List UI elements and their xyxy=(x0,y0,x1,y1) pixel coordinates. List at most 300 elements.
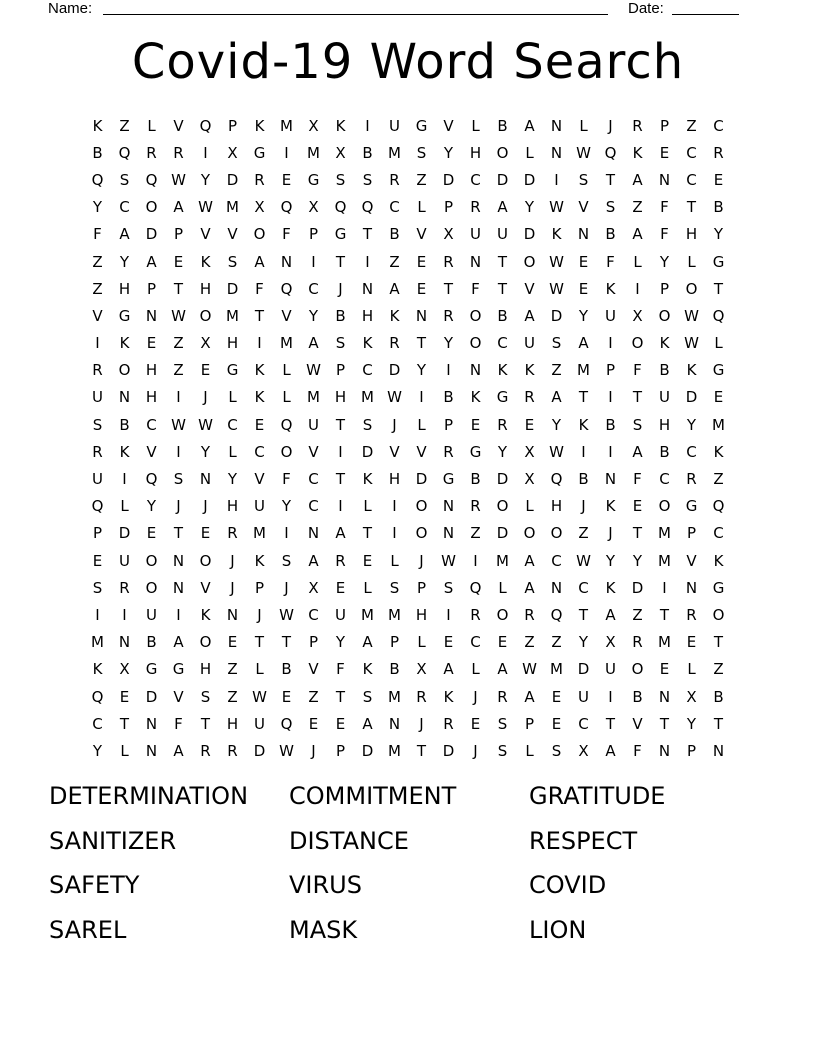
grid-letter: W xyxy=(252,687,267,706)
grid-letter: W xyxy=(198,198,213,217)
grid-letter: K xyxy=(362,334,373,353)
grid-letter: I xyxy=(95,605,100,624)
word-list-item: RESPECT xyxy=(529,826,638,855)
grid-letter: E xyxy=(254,415,265,434)
grid-letter: T xyxy=(335,687,346,706)
grid-letter: H xyxy=(199,660,212,679)
grid-letter: U xyxy=(308,415,319,434)
grid-letter: A xyxy=(632,225,643,244)
grid-letter: F xyxy=(606,252,615,271)
grid-letter: K xyxy=(92,116,103,135)
grid-letter: R xyxy=(470,497,481,516)
grid-letter: E xyxy=(551,687,562,706)
grid-letter: T xyxy=(659,714,670,733)
grid-letter: Q xyxy=(334,198,347,217)
grid-letter: Q xyxy=(550,470,563,489)
grid-letter: P xyxy=(227,116,238,135)
grid-letter: K xyxy=(632,143,643,162)
grid-letter: Z xyxy=(308,687,319,706)
grid-letter: R xyxy=(146,143,157,162)
grid-letter: K xyxy=(254,361,265,380)
grid-letter: N xyxy=(118,388,131,407)
grid-letter: C xyxy=(686,143,697,162)
grid-letter: M xyxy=(388,687,401,706)
grid-letter: Z xyxy=(227,687,238,706)
grid-letter: T xyxy=(173,524,184,543)
grid-letter: I xyxy=(662,578,667,597)
grid-letter: R xyxy=(92,361,103,380)
grid-letter: C xyxy=(659,470,670,489)
grid-letter: I xyxy=(176,605,181,624)
word-list-item: DISTANCE xyxy=(289,826,409,855)
word-list-item: SAFETY xyxy=(49,871,140,899)
grid-letter: S xyxy=(335,170,346,189)
grid-letter: C xyxy=(254,442,265,461)
grid-letter: T xyxy=(713,279,724,298)
grid-letter: K xyxy=(443,687,454,706)
grid-letter: F xyxy=(660,198,669,217)
grid-letter: T xyxy=(416,741,427,760)
grid-letter: K xyxy=(470,388,481,407)
grid-letter: S xyxy=(92,415,103,434)
grid-letter: U xyxy=(389,116,400,135)
grid-letter: N xyxy=(280,252,293,271)
grid-letter: B xyxy=(659,442,670,461)
grid-letter: P xyxy=(443,415,454,434)
grid-letter: K xyxy=(362,660,373,679)
grid-letter: U xyxy=(335,605,346,624)
grid-letter: V xyxy=(146,442,157,461)
grid-letter: N xyxy=(658,741,671,760)
grid-letter: Z xyxy=(524,633,535,652)
grid-letter: E xyxy=(524,415,535,434)
grid-letter: E xyxy=(335,714,346,733)
grid-letter: B xyxy=(335,306,346,325)
grid-letter: K xyxy=(713,442,724,461)
grid-letter: V xyxy=(227,225,238,244)
grid-letter: U xyxy=(146,605,157,624)
grid-letter: A xyxy=(146,252,157,271)
grid-letter: I xyxy=(419,388,424,407)
grid-letter: E xyxy=(659,143,670,162)
grid-letter: T xyxy=(119,714,130,733)
grid-letter: G xyxy=(253,143,266,162)
grid-letter: E xyxy=(551,714,562,733)
grid-letter: V xyxy=(173,116,184,135)
grid-letter: V xyxy=(200,578,211,597)
grid-letter: T xyxy=(443,279,454,298)
grid-letter: K xyxy=(605,279,616,298)
grid-letter: F xyxy=(255,279,264,298)
grid-letter: G xyxy=(118,306,131,325)
grid-letter: H xyxy=(361,306,374,325)
grid-letter: S xyxy=(605,198,616,217)
grid-letter: V xyxy=(308,660,319,679)
grid-letter: H xyxy=(334,388,347,407)
grid-letter: M xyxy=(577,361,590,380)
grid-letter: N xyxy=(469,361,482,380)
grid-letter: T xyxy=(173,279,184,298)
grid-letter: I xyxy=(392,497,397,516)
grid-letter: L xyxy=(282,361,291,380)
grid-letter: K xyxy=(659,334,670,353)
grid-letter: B xyxy=(497,306,508,325)
grid-letter: R xyxy=(443,252,454,271)
grid-letter: D xyxy=(523,170,536,189)
grid-letter: O xyxy=(415,497,428,516)
grid-letter: L xyxy=(471,660,480,679)
grid-letter: E xyxy=(416,279,427,298)
grid-letter: Y xyxy=(146,497,157,516)
grid-letter: R xyxy=(497,687,508,706)
grid-letter: F xyxy=(282,470,291,489)
grid-letter: G xyxy=(334,225,347,244)
grid-letter: Z xyxy=(632,198,643,217)
grid-letter: R xyxy=(470,198,481,217)
grid-letter: M xyxy=(496,551,509,570)
grid-letter: I xyxy=(608,442,613,461)
grid-letter: W xyxy=(549,252,564,271)
grid-letter: G xyxy=(442,470,455,489)
grid-letter: W xyxy=(684,334,699,353)
word-list-item: MASK xyxy=(289,915,358,944)
grid-letter: P xyxy=(605,361,616,380)
grid-letter: G xyxy=(685,497,698,516)
grid-letter: O xyxy=(496,143,509,162)
word-list-item: VIRUS xyxy=(289,871,362,899)
grid-letter: L xyxy=(147,116,156,135)
grid-letter: P xyxy=(335,361,346,380)
grid-letter: V xyxy=(686,551,697,570)
grid-letter: I xyxy=(608,687,613,706)
grid-letter: T xyxy=(362,225,373,244)
grid-letter: R xyxy=(632,116,643,135)
grid-letter: L xyxy=(255,660,264,679)
grid-letter: T xyxy=(632,388,643,407)
grid-letter: S xyxy=(119,170,130,189)
word-list-item: COVID xyxy=(529,871,607,899)
grid-letter: M xyxy=(712,415,725,434)
grid-letter: R xyxy=(713,143,724,162)
grid-letter: W xyxy=(522,660,537,679)
grid-letter: X xyxy=(524,442,535,461)
grid-letter: C xyxy=(497,334,508,353)
grid-letter: C xyxy=(362,361,373,380)
grid-letter: D xyxy=(496,170,509,189)
grid-letter: A xyxy=(524,551,535,570)
grid-letter: A xyxy=(497,660,508,679)
grid-letter: L xyxy=(120,741,129,760)
grid-letter: R xyxy=(119,578,130,597)
grid-letter: A xyxy=(524,687,535,706)
grid-letter: T xyxy=(335,470,346,489)
grid-letter: L xyxy=(579,116,588,135)
grid-letter: A xyxy=(443,660,454,679)
grid-letter: Z xyxy=(92,279,103,298)
grid-letter: P xyxy=(443,198,454,217)
grid-letter: A xyxy=(605,605,616,624)
page-title: Covid-19 Word Search xyxy=(131,34,685,90)
grid-letter: O xyxy=(712,605,725,624)
grid-letter: R xyxy=(200,741,211,760)
grid-letter: K xyxy=(254,388,265,407)
grid-letter: I xyxy=(122,470,127,489)
grid-letter: K xyxy=(686,361,697,380)
grid-letter: Q xyxy=(145,170,158,189)
grid-letter: B xyxy=(92,143,103,162)
grid-letter: I xyxy=(203,143,208,162)
grid-letter: Z xyxy=(173,334,184,353)
grid-letter: X xyxy=(605,633,616,652)
grid-letter: Q xyxy=(91,687,104,706)
grid-letter: M xyxy=(253,524,266,543)
grid-letter: C xyxy=(227,415,238,434)
grid-letter: I xyxy=(284,143,289,162)
grid-letter: X xyxy=(308,198,319,217)
grid-letter: L xyxy=(687,660,696,679)
grid-letter: D xyxy=(145,225,158,244)
grid-letter: K xyxy=(578,415,589,434)
grid-letter: N xyxy=(172,551,185,570)
grid-letter: B xyxy=(389,660,400,679)
grid-letter: F xyxy=(174,714,183,733)
grid-letter: N xyxy=(307,524,320,543)
grid-letter: L xyxy=(471,116,480,135)
grid-letter: S xyxy=(416,143,427,162)
grid-letter: O xyxy=(631,334,644,353)
grid-letter: U xyxy=(497,225,508,244)
grid-letter: Z xyxy=(227,660,238,679)
grid-letter: Z xyxy=(632,605,643,624)
grid-letter: R xyxy=(686,470,697,489)
grid-letter: Y xyxy=(497,442,508,461)
grid-letter: K xyxy=(605,497,616,516)
grid-letter: E xyxy=(470,714,481,733)
grid-letter: J xyxy=(608,524,613,543)
grid-letter: Q xyxy=(604,143,617,162)
grid-letter: G xyxy=(712,361,725,380)
grid-letter: A xyxy=(308,551,319,570)
grid-letter: S xyxy=(281,551,292,570)
grid-letter: Y xyxy=(335,633,346,652)
grid-letter: T xyxy=(335,415,346,434)
grid-letter: B xyxy=(119,415,130,434)
grid-letter: X xyxy=(416,660,427,679)
grid-letter: B xyxy=(713,687,724,706)
grid-letter: C xyxy=(308,470,319,489)
grid-letter: A xyxy=(497,198,508,217)
word-list-item: SANITIZER xyxy=(49,826,177,855)
grid-letter: E xyxy=(200,361,211,380)
grid-letter: S xyxy=(551,741,562,760)
grid-letter: X xyxy=(200,334,211,353)
grid-letter: J xyxy=(284,578,289,597)
grid-letter: J xyxy=(419,714,424,733)
grid-letter: J xyxy=(230,578,235,597)
grid-letter: P xyxy=(686,524,697,543)
grid-letter: E xyxy=(308,714,319,733)
grid-letter: Q xyxy=(145,470,158,489)
grid-letter: B xyxy=(281,660,292,679)
grid-letter: V xyxy=(92,306,103,325)
grid-letter: Q xyxy=(712,306,725,325)
grid-letter: H xyxy=(550,497,563,516)
grid-letter: J xyxy=(473,687,478,706)
grid-letter: O xyxy=(685,279,698,298)
grid-letter: A xyxy=(173,741,184,760)
grid-letter: T xyxy=(200,714,211,733)
grid-letter: T xyxy=(659,605,670,624)
grid-letter: Y xyxy=(551,415,562,434)
grid-letter: I xyxy=(446,605,451,624)
grid-letter: T xyxy=(713,714,724,733)
grid-letter: D xyxy=(631,578,644,597)
grid-letter: P xyxy=(308,633,319,652)
grid-letter: E xyxy=(173,252,184,271)
grid-letter: H xyxy=(199,279,212,298)
grid-letter: N xyxy=(550,116,563,135)
grid-letter: O xyxy=(145,578,158,597)
grid-letter: K xyxy=(524,361,535,380)
grid-letter: T xyxy=(254,306,265,325)
grid-letter: I xyxy=(365,252,370,271)
grid-letter: G xyxy=(307,170,320,189)
grid-letter: O xyxy=(658,306,671,325)
grid-letter: I xyxy=(122,605,127,624)
grid-letter: D xyxy=(361,442,374,461)
grid-letter: I xyxy=(257,334,262,353)
grid-letter: O xyxy=(496,497,509,516)
grid-letter: V xyxy=(632,714,643,733)
grid-letter: X xyxy=(335,143,346,162)
grid-letter: N xyxy=(550,578,563,597)
grid-letter: H xyxy=(145,361,158,380)
grid-letter: B xyxy=(578,470,589,489)
grid-letter: D xyxy=(118,524,131,543)
grid-letter: D xyxy=(442,170,455,189)
grid-letter: I xyxy=(338,442,343,461)
grid-letter: U xyxy=(254,497,265,516)
grid-letter: T xyxy=(281,633,292,652)
grid-letter: J xyxy=(338,279,343,298)
grid-letter: F xyxy=(282,225,291,244)
grid-letter: L xyxy=(417,633,426,652)
grid-letter: Y xyxy=(443,143,454,162)
grid-letter: I xyxy=(284,524,289,543)
word-list-item: GRATITUDE xyxy=(529,782,666,810)
grid-letter: M xyxy=(658,524,671,543)
grid-letter: I xyxy=(311,252,316,271)
grid-letter: E xyxy=(146,524,157,543)
grid-letter: L xyxy=(687,252,696,271)
grid-letter: B xyxy=(605,225,616,244)
grid-letter: K xyxy=(254,116,265,135)
grid-letter: U xyxy=(254,714,265,733)
grid-letter: D xyxy=(496,470,509,489)
grid-letter: Y xyxy=(524,198,535,217)
grid-letter: N xyxy=(685,578,698,597)
grid-letter: B xyxy=(470,470,481,489)
grid-letter: K xyxy=(335,116,346,135)
grid-letter: H xyxy=(469,143,482,162)
grid-letter: O xyxy=(280,442,293,461)
grid-letter: L xyxy=(363,497,372,516)
grid-letter: L xyxy=(363,578,372,597)
grid-letter: I xyxy=(365,116,370,135)
grid-letter: D xyxy=(361,741,374,760)
grid-letter: B xyxy=(713,198,724,217)
grid-letter: N xyxy=(604,470,617,489)
grid-letter: J xyxy=(473,741,478,760)
grid-letter: X xyxy=(686,687,697,706)
grid-letter: T xyxy=(362,524,373,543)
grid-letter: H xyxy=(226,334,239,353)
grid-letter: E xyxy=(119,687,130,706)
grid-letter: R xyxy=(389,334,400,353)
grid-letter: H xyxy=(226,497,239,516)
grid-letter: D xyxy=(253,741,266,760)
grid-letter: V xyxy=(281,306,292,325)
grid-letter: C xyxy=(686,170,697,189)
grid-letter: A xyxy=(524,116,535,135)
grid-letter: Z xyxy=(173,361,184,380)
grid-letter: M xyxy=(388,605,401,624)
grid-letter: F xyxy=(660,225,669,244)
grid-letter: N xyxy=(442,524,455,543)
grid-letter: N xyxy=(199,470,212,489)
grid-letter: D xyxy=(226,170,239,189)
grid-letter: M xyxy=(388,741,401,760)
grid-letter: N xyxy=(550,143,563,162)
grid-letter: G xyxy=(469,442,482,461)
grid-letter: P xyxy=(416,578,427,597)
grid-letter: X xyxy=(254,198,265,217)
grid-letter: M xyxy=(658,633,671,652)
grid-letter: Y xyxy=(227,470,238,489)
grid-letter: S xyxy=(551,334,562,353)
grid-letter: M xyxy=(388,143,401,162)
grid-letter: P xyxy=(254,578,265,597)
grid-letter: J xyxy=(419,551,424,570)
grid-letter: A xyxy=(173,633,184,652)
grid-letter: C xyxy=(470,170,481,189)
grid-letter: A xyxy=(632,442,643,461)
grid-letter: C xyxy=(308,497,319,516)
date-label: Date: xyxy=(628,0,664,17)
grid-letter: N xyxy=(145,306,158,325)
grid-letter: R xyxy=(524,605,535,624)
grid-letter: X xyxy=(119,660,130,679)
grid-letter: T xyxy=(497,252,508,271)
grid-letter: P xyxy=(92,524,103,543)
grid-letter: U xyxy=(119,551,130,570)
grid-letter: E xyxy=(146,334,157,353)
grid-letter: Z xyxy=(713,660,724,679)
grid-letter: Z xyxy=(119,116,130,135)
grid-letter: N xyxy=(712,741,725,760)
grid-letter: Y xyxy=(200,170,211,189)
grid-letter: M xyxy=(280,334,293,353)
grid-letter: R xyxy=(443,306,454,325)
grid-letter: A xyxy=(389,279,400,298)
grid-letter: K xyxy=(200,605,211,624)
grid-letter: I xyxy=(473,551,478,570)
grid-letter: G xyxy=(172,660,185,679)
grid-letter: L xyxy=(417,415,426,434)
grid-letter: I xyxy=(608,388,613,407)
grid-letter: A xyxy=(254,252,265,271)
grid-letter: I xyxy=(338,497,343,516)
